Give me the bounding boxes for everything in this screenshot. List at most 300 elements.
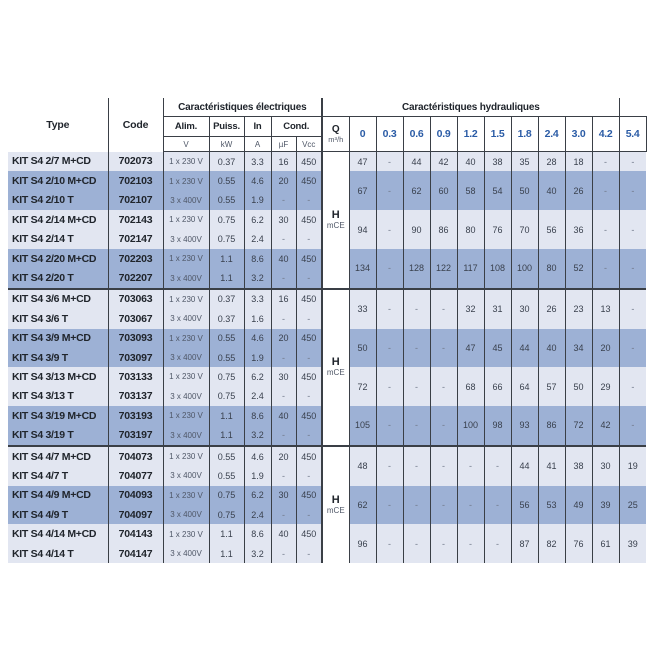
code-cell: 704093 xyxy=(108,486,163,505)
hydro-cell: 39 xyxy=(592,486,619,525)
head-unit: mCE xyxy=(326,506,345,516)
in-cell: 3.2 xyxy=(244,425,271,445)
code-cell: 703137 xyxy=(108,387,163,406)
hydro-cell: - xyxy=(403,446,430,486)
hydro-cell: - xyxy=(430,406,457,446)
uf-cell: - xyxy=(271,230,296,249)
in-cell: 1.9 xyxy=(244,466,271,485)
hydro-cell: 122 xyxy=(430,249,457,289)
flow-value-header: 0 xyxy=(349,117,376,152)
hydro-cell: - xyxy=(376,367,403,406)
vcc-cell: - xyxy=(296,348,322,367)
in-cell: 6.2 xyxy=(244,367,271,386)
code-cell: 703133 xyxy=(108,367,163,386)
hydro-cell: - xyxy=(430,289,457,329)
hydro-cell: 62 xyxy=(349,486,376,525)
type-cell: KIT S4 2/20 T xyxy=(8,268,108,288)
hydro-cell: 100 xyxy=(457,406,484,446)
hydro-cell: 34 xyxy=(565,329,592,368)
hydro-cell: 62 xyxy=(403,171,430,210)
vcc-cell: 450 xyxy=(296,446,322,466)
hydro-cell: 56 xyxy=(511,486,538,525)
hydro-cell: 68 xyxy=(457,367,484,406)
puiss-cell: 0.75 xyxy=(209,486,244,505)
puiss-cell: 0.55 xyxy=(209,446,244,466)
hydro-cell: - xyxy=(430,524,457,563)
uf-cell: 20 xyxy=(271,171,296,190)
hydro-cell: - xyxy=(376,406,403,446)
code-cell: 703097 xyxy=(108,348,163,367)
hydro-cell: 13 xyxy=(592,289,619,329)
flow-value-header: 2.4 xyxy=(538,117,565,152)
alim-cell: 1 x 230 V xyxy=(163,289,209,309)
type-cell: KIT S4 3/13 T xyxy=(8,387,108,406)
puiss-cell: 0.55 xyxy=(209,191,244,210)
hydro-cell: 44 xyxy=(511,446,538,486)
alim-cell: 1 x 230 V xyxy=(163,249,209,268)
header-spacer xyxy=(619,98,646,117)
hydro-cell: 54 xyxy=(484,171,511,210)
hydro-cell: 44 xyxy=(403,152,430,172)
type-cell: KIT S4 2/20 M+CD xyxy=(8,249,108,268)
hydro-cell: 52 xyxy=(565,249,592,289)
puiss-cell: 0.75 xyxy=(209,367,244,386)
uf-cell: 20 xyxy=(271,329,296,348)
alim-cell: 3 x 400V xyxy=(163,544,209,563)
hydro-cell: 76 xyxy=(565,524,592,563)
puiss-cell: 0.55 xyxy=(209,171,244,190)
cond-unit-uf: µF xyxy=(271,137,296,152)
vcc-cell: 450 xyxy=(296,210,322,229)
flow-value-header: 5.4 xyxy=(619,117,646,152)
hydro-cell: 40 xyxy=(538,329,565,368)
alim-cell: 3 x 400V xyxy=(163,268,209,288)
puiss-cell: 0.55 xyxy=(209,466,244,485)
hydro-cell: 98 xyxy=(484,406,511,446)
electrical-section-title: Caractéristiques électriques xyxy=(163,98,322,117)
hydro-cell: 40 xyxy=(538,171,565,210)
hydro-cell: 32 xyxy=(457,289,484,329)
vcc-cell: 450 xyxy=(296,249,322,268)
alim-cell: 1 x 230 V xyxy=(163,406,209,425)
type-cell: KIT S4 2/7 M+CD xyxy=(8,152,108,172)
type-cell: KIT S4 3/6 T xyxy=(8,309,108,328)
hydro-cell: 49 xyxy=(565,486,592,525)
uf-cell: - xyxy=(271,505,296,524)
code-cell: 704143 xyxy=(108,524,163,543)
hydro-cell: 90 xyxy=(403,210,430,249)
vcc-cell: - xyxy=(296,387,322,406)
head-label: H xyxy=(331,208,340,221)
code-cell: 702203 xyxy=(108,249,163,268)
vcc-cell: - xyxy=(296,505,322,524)
hydro-cell: 86 xyxy=(538,406,565,446)
hydro-cell: - xyxy=(484,446,511,486)
vcc-cell: - xyxy=(296,191,322,210)
hydro-cell: 36 xyxy=(565,210,592,249)
hydro-cell: 134 xyxy=(349,249,376,289)
type-cell: KIT S4 3/19 T xyxy=(8,425,108,445)
in-column-header: In xyxy=(244,117,271,137)
head-unit: mCE xyxy=(326,368,345,378)
hydro-cell: 56 xyxy=(538,210,565,249)
type-cell: KIT S4 3/13 M+CD xyxy=(8,367,108,386)
in-cell: 1.9 xyxy=(244,348,271,367)
hydro-cell: 128 xyxy=(403,249,430,289)
puiss-cell: 0.75 xyxy=(209,210,244,229)
uf-cell: 30 xyxy=(271,367,296,386)
alim-cell: 3 x 400V xyxy=(163,348,209,367)
head-label: H xyxy=(331,494,340,507)
hydro-cell: 61 xyxy=(592,524,619,563)
puiss-unit: kW xyxy=(209,137,244,152)
uf-cell: - xyxy=(271,544,296,563)
flow-value-header: 1.2 xyxy=(457,117,484,152)
code-column-header: Code xyxy=(108,98,163,152)
hydro-cell: 26 xyxy=(565,171,592,210)
hydro-cell: - xyxy=(376,329,403,368)
hydro-cell: 80 xyxy=(457,210,484,249)
in-unit: A xyxy=(244,137,271,152)
hydro-cell: - xyxy=(592,171,619,210)
hydro-cell: 58 xyxy=(457,171,484,210)
puiss-cell: 1.1 xyxy=(209,268,244,288)
vcc-cell: 450 xyxy=(296,329,322,348)
hydro-cell: 82 xyxy=(538,524,565,563)
hydro-cell: 42 xyxy=(430,152,457,172)
hydro-cell: - xyxy=(376,210,403,249)
table-row xyxy=(8,446,646,466)
hydro-cell: - xyxy=(457,446,484,486)
alim-cell: 1 x 230 V xyxy=(163,329,209,348)
hydro-cell: 96 xyxy=(349,524,376,563)
hydro-cell: 108 xyxy=(484,249,511,289)
in-cell: 2.4 xyxy=(244,505,271,524)
hydro-cell: 38 xyxy=(484,152,511,172)
hydro-cell: - xyxy=(619,289,646,329)
uf-cell: 20 xyxy=(271,446,296,466)
alim-cell: 1 x 230 V xyxy=(163,210,209,229)
code-cell: 704097 xyxy=(108,505,163,524)
type-cell: KIT S4 2/14 T xyxy=(8,230,108,249)
hydro-cell: - xyxy=(430,486,457,525)
alim-cell: 3 x 400V xyxy=(163,466,209,485)
in-cell: 3.3 xyxy=(244,289,271,309)
in-cell: 3.2 xyxy=(244,268,271,288)
hydro-cell: 86 xyxy=(430,210,457,249)
alim-cell: 3 x 400V xyxy=(163,230,209,249)
vcc-cell: 450 xyxy=(296,289,322,309)
hydro-cell: 93 xyxy=(511,406,538,446)
puiss-cell: 1.1 xyxy=(209,249,244,268)
alim-column-header: Alim. xyxy=(163,117,209,137)
type-cell: KIT S4 4/9 T xyxy=(8,505,108,524)
vcc-cell: - xyxy=(296,309,322,328)
type-cell: KIT S4 4/7 M+CD xyxy=(8,446,108,466)
hydro-cell: 30 xyxy=(592,446,619,486)
in-cell: 2.4 xyxy=(244,387,271,406)
alim-cell: 1 x 230 V xyxy=(163,486,209,505)
hydro-cell: 66 xyxy=(484,367,511,406)
type-cell: KIT S4 2/10 T xyxy=(8,191,108,210)
flow-value-header: 0.6 xyxy=(403,117,430,152)
vcc-cell: - xyxy=(296,466,322,485)
hydro-cell: 19 xyxy=(619,446,646,486)
hydro-cell: - xyxy=(457,486,484,525)
vcc-cell: - xyxy=(296,425,322,445)
hydro-cell: 20 xyxy=(592,329,619,368)
in-cell: 1.9 xyxy=(244,191,271,210)
spec-table xyxy=(8,98,647,563)
hydro-cell: - xyxy=(376,152,403,172)
hydro-cell: 72 xyxy=(565,406,592,446)
flow-value-header: 3.0 xyxy=(565,117,592,152)
hydro-cell: 33 xyxy=(349,289,376,329)
hydro-cell: - xyxy=(403,329,430,368)
type-cell: KIT S4 4/14 M+CD xyxy=(8,524,108,543)
hydro-cell: 80 xyxy=(538,249,565,289)
flow-column-header xyxy=(322,117,349,152)
hydro-cell: - xyxy=(403,486,430,525)
in-cell: 4.6 xyxy=(244,329,271,348)
vcc-cell: 450 xyxy=(296,524,322,543)
type-cell: KIT S4 3/9 M+CD xyxy=(8,329,108,348)
hydro-cell: 38 xyxy=(565,446,592,486)
cond-column-header: Cond. xyxy=(271,117,322,137)
uf-cell: - xyxy=(271,309,296,328)
code-cell: 704073 xyxy=(108,446,163,466)
alim-cell: 3 x 400V xyxy=(163,191,209,210)
code-cell: 702143 xyxy=(108,210,163,229)
flow-value-header: 0.9 xyxy=(430,117,457,152)
hydro-cell: - xyxy=(619,329,646,368)
flow-value-header: 4.2 xyxy=(592,117,619,152)
hydro-cell: 39 xyxy=(619,524,646,563)
in-cell: 8.6 xyxy=(244,406,271,425)
cond-unit-vcc: Vcc xyxy=(296,137,322,152)
hydro-cell: - xyxy=(619,152,646,172)
hydro-cell: - xyxy=(376,486,403,525)
table-row xyxy=(8,152,646,172)
hydro-cell: 60 xyxy=(430,171,457,210)
hydro-cell: 72 xyxy=(349,367,376,406)
hydro-cell: 30 xyxy=(511,289,538,329)
hydro-cell: - xyxy=(376,289,403,329)
hydro-cell: 48 xyxy=(349,446,376,486)
hydro-cell: - xyxy=(376,171,403,210)
hydro-cell: 23 xyxy=(565,289,592,329)
hydro-cell: - xyxy=(619,171,646,210)
alim-cell: 3 x 400V xyxy=(163,505,209,524)
code-cell: 703063 xyxy=(108,289,163,309)
code-cell: 702103 xyxy=(108,171,163,190)
hydro-cell: - xyxy=(430,446,457,486)
hydro-cell: - xyxy=(376,249,403,289)
vcc-cell: - xyxy=(296,230,322,249)
hydro-cell: - xyxy=(430,329,457,368)
type-cell: KIT S4 3/19 M+CD xyxy=(8,406,108,425)
hydro-cell: - xyxy=(619,367,646,406)
flow-unit: m³/h xyxy=(328,135,344,144)
code-cell: 703193 xyxy=(108,406,163,425)
hydro-cell: 31 xyxy=(484,289,511,329)
vcc-cell: 450 xyxy=(296,406,322,425)
hydro-cell: - xyxy=(430,367,457,406)
hydro-cell: 105 xyxy=(349,406,376,446)
alim-cell: 1 x 230 V xyxy=(163,446,209,466)
hydro-cell: 50 xyxy=(349,329,376,368)
h-label-cell xyxy=(322,152,349,289)
code-cell: 702073 xyxy=(108,152,163,172)
code-cell: 703093 xyxy=(108,329,163,348)
puiss-cell: 1.1 xyxy=(209,406,244,425)
hydro-cell: 44 xyxy=(511,329,538,368)
hydro-cell: - xyxy=(403,367,430,406)
puiss-cell: 0.55 xyxy=(209,348,244,367)
puiss-column-header: Puiss. xyxy=(209,117,244,137)
code-cell: 704077 xyxy=(108,466,163,485)
in-cell: 6.2 xyxy=(244,486,271,505)
in-cell: 3.3 xyxy=(244,152,271,172)
uf-cell: 30 xyxy=(271,210,296,229)
h-label-cell xyxy=(322,446,349,563)
uf-cell: - xyxy=(271,268,296,288)
vcc-cell: - xyxy=(296,544,322,563)
vcc-cell: - xyxy=(296,268,322,288)
code-cell: 702107 xyxy=(108,191,163,210)
hydro-cell: - xyxy=(619,210,646,249)
hydro-cell: - xyxy=(619,249,646,289)
in-cell: 2.4 xyxy=(244,230,271,249)
hydro-cell: - xyxy=(376,446,403,486)
head-unit: mCE xyxy=(326,220,345,230)
type-cell: KIT S4 3/6 M+CD xyxy=(8,289,108,309)
hydro-cell: 45 xyxy=(484,329,511,368)
hydro-cell: 28 xyxy=(538,152,565,172)
code-cell: 702147 xyxy=(108,230,163,249)
hydro-cell: - xyxy=(376,524,403,563)
in-cell: 8.6 xyxy=(244,524,271,543)
hydro-cell: - xyxy=(403,406,430,446)
uf-cell: 16 xyxy=(271,152,296,172)
uf-cell: - xyxy=(271,466,296,485)
puiss-cell: 0.37 xyxy=(209,152,244,172)
alim-cell: 3 x 400V xyxy=(163,387,209,406)
hydro-cell: 87 xyxy=(511,524,538,563)
hydro-cell: - xyxy=(403,524,430,563)
hydro-cell: 70 xyxy=(511,210,538,249)
hydraulic-section-title: Caractéristiques hydrauliques xyxy=(322,98,619,117)
type-cell: KIT S4 2/10 M+CD xyxy=(8,171,108,190)
hydro-cell: 40 xyxy=(457,152,484,172)
hydro-cell: 50 xyxy=(511,171,538,210)
in-cell: 4.6 xyxy=(244,446,271,466)
uf-cell: - xyxy=(271,387,296,406)
hydro-cell: 18 xyxy=(565,152,592,172)
uf-cell: - xyxy=(271,348,296,367)
code-cell: 703067 xyxy=(108,309,163,328)
puiss-cell: 1.1 xyxy=(209,524,244,543)
hydro-cell: - xyxy=(619,406,646,446)
type-cell: KIT S4 3/9 T xyxy=(8,348,108,367)
type-cell: KIT S4 4/14 T xyxy=(8,544,108,563)
flow-value-header: 1.5 xyxy=(484,117,511,152)
in-cell: 6.2 xyxy=(244,210,271,229)
code-cell: 704147 xyxy=(108,544,163,563)
vcc-cell: 450 xyxy=(296,171,322,190)
hydro-cell: - xyxy=(484,486,511,525)
in-cell: 8.6 xyxy=(244,249,271,268)
type-cell: KIT S4 4/7 T xyxy=(8,466,108,485)
uf-cell: 40 xyxy=(271,524,296,543)
hydro-cell: 26 xyxy=(538,289,565,329)
uf-cell: 40 xyxy=(271,249,296,268)
vcc-cell: 450 xyxy=(296,486,322,505)
hydro-cell: - xyxy=(592,249,619,289)
alim-unit: V xyxy=(163,137,209,152)
in-cell: 3.2 xyxy=(244,544,271,563)
hydro-cell: - xyxy=(592,210,619,249)
type-cell: KIT S4 2/14 M+CD xyxy=(8,210,108,229)
type-column-header: Type xyxy=(8,98,108,152)
flow-label: Q xyxy=(331,124,340,135)
code-cell: 702207 xyxy=(108,268,163,288)
hydro-cell: - xyxy=(403,289,430,329)
hydro-cell: 94 xyxy=(349,210,376,249)
hydro-cell: 50 xyxy=(565,367,592,406)
uf-cell: - xyxy=(271,425,296,445)
hydro-cell: 29 xyxy=(592,367,619,406)
hydro-cell: 64 xyxy=(511,367,538,406)
vcc-cell: 450 xyxy=(296,367,322,386)
uf-cell: 30 xyxy=(271,486,296,505)
hydro-cell: 53 xyxy=(538,486,565,525)
in-cell: 1.6 xyxy=(244,309,271,328)
hydro-cell: 100 xyxy=(511,249,538,289)
alim-cell: 1 x 230 V xyxy=(163,367,209,386)
hydro-cell: 42 xyxy=(592,406,619,446)
flow-value-header: 0.3 xyxy=(376,117,403,152)
alim-cell: 1 x 230 V xyxy=(163,152,209,172)
puiss-cell: 0.75 xyxy=(209,387,244,406)
uf-cell: 40 xyxy=(271,406,296,425)
hydro-cell: 47 xyxy=(349,152,376,172)
hydro-cell: - xyxy=(484,524,511,563)
hydro-cell: 117 xyxy=(457,249,484,289)
alim-cell: 3 x 400V xyxy=(163,309,209,328)
table-row xyxy=(8,289,646,309)
flow-value-header: 1.8 xyxy=(511,117,538,152)
puiss-cell: 0.75 xyxy=(209,230,244,249)
uf-cell: - xyxy=(271,191,296,210)
hydro-cell: 67 xyxy=(349,171,376,210)
hydro-cell: 35 xyxy=(511,152,538,172)
puiss-cell: 0.75 xyxy=(209,505,244,524)
hydro-cell: 41 xyxy=(538,446,565,486)
vcc-cell: 450 xyxy=(296,152,322,172)
alim-cell: 3 x 400V xyxy=(163,425,209,445)
puiss-cell: 0.55 xyxy=(209,329,244,348)
in-cell: 4.6 xyxy=(244,171,271,190)
hydro-cell: 76 xyxy=(484,210,511,249)
puiss-cell: 1.1 xyxy=(209,425,244,445)
type-cell: KIT S4 4/9 M+CD xyxy=(8,486,108,505)
alim-cell: 1 x 230 V xyxy=(163,524,209,543)
code-cell: 703197 xyxy=(108,425,163,445)
hydro-cell: - xyxy=(457,524,484,563)
hydro-cell: - xyxy=(592,152,619,172)
h-label-cell xyxy=(322,289,349,446)
